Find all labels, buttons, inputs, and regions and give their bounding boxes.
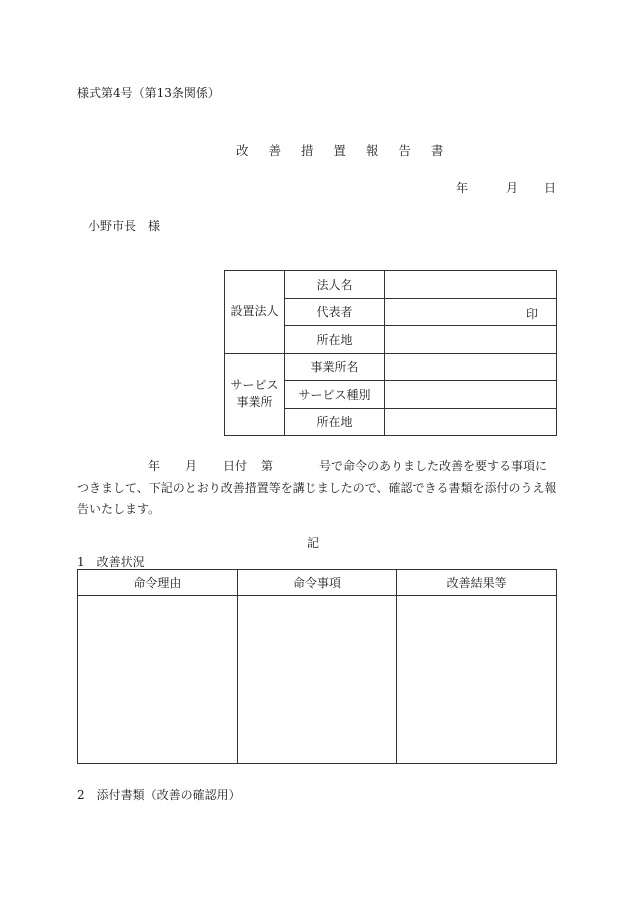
cell-improvement-result[interactable]	[397, 596, 557, 764]
date-month: 月	[506, 181, 519, 195]
col-improvement-result: 改善結果等	[397, 570, 557, 596]
form-number: 様式第4号（第13条関係）	[77, 86, 220, 100]
group-office-label-1: サービス	[230, 378, 279, 393]
label-office-address: 所在地	[285, 408, 385, 436]
paragraph-line-1	[77, 456, 557, 478]
improvement-status-table	[77, 569, 557, 764]
para-month: 月	[185, 459, 198, 473]
group-office-label-2: 事業所	[236, 395, 273, 410]
addressee: 小野市長 様	[88, 219, 161, 233]
label-service-type: サービス種別	[285, 381, 385, 409]
para-line1-rest: 号で命令のありました改善を要する事項に	[319, 459, 548, 473]
col-order-reason: 命令理由	[78, 570, 238, 596]
ki-heading: 記	[307, 536, 320, 550]
value-corporation-address[interactable]	[385, 326, 557, 354]
date-line	[456, 179, 556, 196]
report-paragraph	[77, 456, 557, 521]
para-number-prefix: 第	[261, 459, 274, 473]
paragraph-line-2: つきまして、下記のとおり改善措置等を講じましたので、確認できる書類を添付のうえ報	[77, 480, 557, 495]
label-corporation-name: 法人名	[285, 271, 385, 299]
label-representative: 代表者	[285, 298, 385, 326]
paragraph-line-3: 告いたします。	[77, 502, 161, 516]
value-service-type[interactable]	[385, 381, 557, 409]
group-office	[225, 353, 285, 436]
applicant-info-table	[224, 270, 557, 436]
para-year: 年	[148, 459, 161, 473]
value-office-name[interactable]	[385, 353, 557, 381]
value-representative[interactable]	[385, 298, 557, 326]
date-day: 日	[544, 181, 557, 195]
cell-order-items[interactable]	[237, 596, 397, 764]
value-office-address[interactable]	[385, 408, 557, 436]
value-corporation-name[interactable]	[385, 271, 557, 299]
seal-mark: 印	[525, 306, 538, 321]
section2-title: 2 添付書類（改善の確認用）	[77, 788, 241, 802]
label-office-name: 事業所名	[285, 353, 385, 381]
group-corporation	[225, 271, 285, 354]
group-corporation-label: 設置法人	[230, 304, 279, 319]
cell-order-reason[interactable]	[78, 596, 238, 764]
para-day: 日付	[223, 459, 248, 473]
section1-title: 1 改善状況	[77, 555, 145, 569]
date-year: 年	[456, 181, 469, 195]
document-title: 改 善 措 置 報 告 書	[236, 143, 452, 158]
label-corporation-address: 所在地	[285, 326, 385, 354]
col-order-items: 命令事項	[237, 570, 397, 596]
